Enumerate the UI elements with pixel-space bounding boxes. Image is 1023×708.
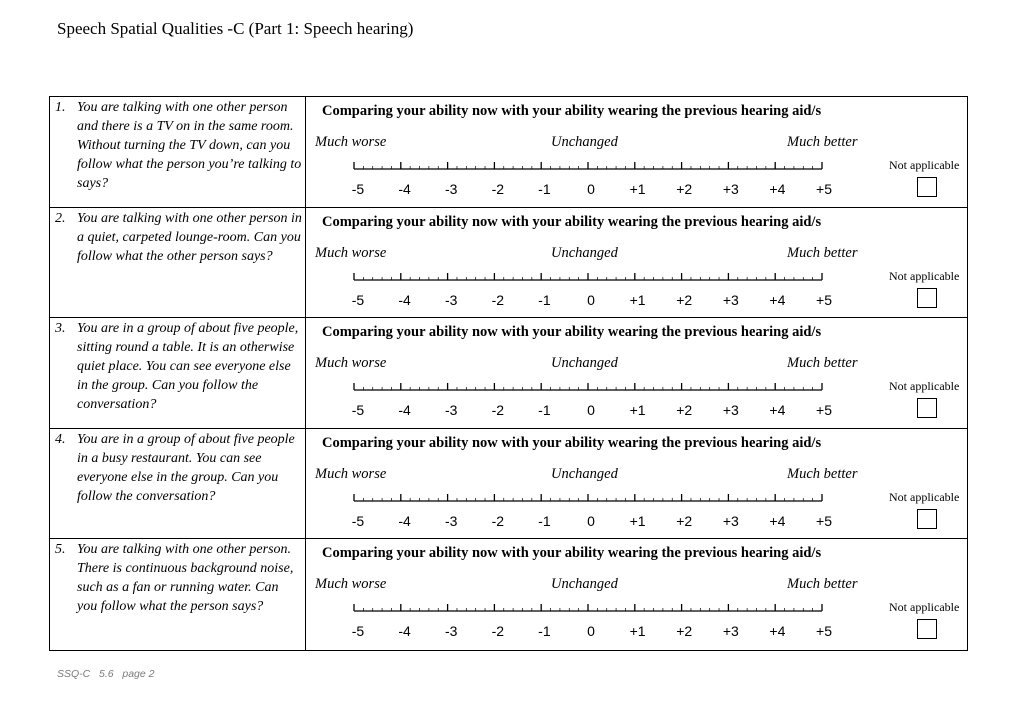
questionnaire-table	[49, 96, 968, 651]
scale-value[interactable]: +5	[816, 512, 832, 529]
scale-value[interactable]: +4	[769, 181, 786, 197]
scale-value[interactable]: -5	[351, 623, 365, 639]
scale-value[interactable]: +4	[769, 291, 786, 308]
not-applicable-checkbox[interactable]	[917, 509, 937, 529]
scale-value[interactable]: +3	[722, 291, 739, 308]
not-applicable-label: Not applicable	[889, 600, 960, 614]
anchor-unchanged: Unchanged	[551, 465, 618, 482]
scale-value[interactable]: 0	[587, 291, 595, 308]
scale-value[interactable]: -2	[491, 291, 505, 308]
scale-value[interactable]: +1	[629, 291, 646, 308]
question-row	[50, 318, 967, 429]
question-cell	[50, 318, 306, 428]
anchor-unchanged: Unchanged	[551, 355, 618, 371]
scale-value[interactable]: +3	[722, 512, 739, 529]
scale-value[interactable]: +3	[722, 623, 739, 639]
scale-value[interactable]: -4	[398, 291, 411, 308]
scale-value[interactable]: -2	[491, 623, 505, 639]
question-text: You are talking with one other person in a quiet, carpeted lounge-room. Can you follow what the other person says?	[77, 210, 302, 264]
question-row	[50, 429, 967, 540]
scale-value[interactable]: -1	[538, 623, 551, 639]
not-applicable-checkbox[interactable]	[917, 619, 937, 639]
question-number: 4.	[55, 431, 66, 447]
rating-scale[interactable]	[346, 489, 826, 505]
not-applicable-label: Not applicable	[889, 489, 960, 504]
scale-value[interactable]: 0	[587, 512, 595, 529]
rating-scale[interactable]	[346, 599, 826, 615]
scale-value[interactable]: 0	[587, 402, 595, 418]
question-number: 5.	[55, 542, 66, 557]
compare-label: Comparing your ability now with your ability wearing the previous hearing aid/s	[322, 324, 822, 340]
anchor-much-better: Much better	[787, 244, 858, 261]
not-applicable-checkbox[interactable]	[917, 398, 937, 418]
scale-value[interactable]: -1	[538, 181, 551, 197]
scale-value[interactable]: -4	[398, 512, 411, 529]
scale-value[interactable]: -1	[538, 512, 551, 529]
scale-value[interactable]: +4	[769, 402, 786, 418]
scale-value[interactable]: +2	[676, 181, 693, 197]
scale-value[interactable]: -5	[351, 402, 365, 418]
scale-value[interactable]: +1	[629, 512, 646, 529]
scale-value[interactable]: +4	[769, 512, 786, 529]
rating-cell	[306, 318, 967, 428]
question-text: You are in a group of about five people in a busy restaurant. You can see everyone else in the group. Can you follow the conversation?	[77, 431, 295, 504]
scale-value[interactable]: +5	[816, 181, 832, 197]
scale-value[interactable]: +4	[769, 623, 786, 639]
scale-numbers	[306, 402, 906, 420]
page-footer: SSQ-C 5.6 page 2	[57, 668, 155, 680]
scale-value[interactable]: +1	[629, 402, 646, 418]
rating-scale[interactable]	[346, 268, 826, 284]
compare-label: Comparing your ability now with your ability wearing the previous hearing aid/s	[322, 545, 822, 561]
scale-value[interactable]: -1	[538, 402, 551, 418]
question-text: You are talking with one other person. There is continuous background noise, such as a fan or running water. Can you follow what the person says?	[77, 542, 294, 614]
scale-value[interactable]: -3	[444, 181, 458, 197]
scale-value[interactable]: +2	[676, 623, 693, 639]
compare-label: Comparing your ability now with your ability wearing the previous hearing aid/s	[322, 103, 822, 119]
anchor-unchanged: Unchanged	[551, 576, 618, 592]
not-applicable-label: Not applicable	[889, 268, 960, 283]
rating-cell	[306, 97, 967, 207]
question-number: 1.	[55, 100, 66, 115]
question-row	[50, 208, 967, 319]
scale-value[interactable]: +1	[629, 181, 646, 197]
anchor-much-worse: Much worse	[315, 244, 387, 261]
anchor-much-worse: Much worse	[315, 576, 387, 592]
question-cell	[50, 429, 306, 539]
scale-value[interactable]: +2	[676, 512, 693, 529]
rating-cell	[306, 539, 967, 650]
rating-scale[interactable]	[346, 157, 826, 173]
scale-value[interactable]: +5	[816, 291, 832, 308]
scale-value[interactable]: -5	[351, 512, 365, 529]
question-cell	[50, 208, 306, 318]
question-cell	[50, 97, 306, 207]
question-text: You are talking with one other person and there is a TV on in the same room. Without turning the TV down, can you follow what the person you’re talking to says?	[77, 100, 302, 191]
scale-value[interactable]: 0	[587, 623, 595, 639]
scale-value[interactable]: -4	[398, 402, 411, 418]
question-number: 3.	[55, 321, 66, 336]
scale-value[interactable]: +3	[722, 181, 739, 197]
scale-value[interactable]: +5	[816, 402, 832, 418]
scale-value[interactable]: -3	[444, 291, 458, 308]
scale-numbers	[306, 181, 906, 199]
anchor-much-better: Much better	[787, 355, 858, 371]
scale-value[interactable]: -3	[444, 623, 458, 639]
question-number: 2.	[55, 210, 66, 226]
not-applicable-label: Not applicable	[889, 379, 960, 393]
scale-value[interactable]: -3	[444, 512, 458, 529]
anchor-unchanged: Unchanged	[551, 134, 618, 150]
anchor-much-better: Much better	[787, 134, 858, 150]
rating-cell	[306, 208, 967, 318]
not-applicable-label: Not applicable	[889, 158, 960, 172]
scale-value[interactable]: -5	[351, 181, 365, 197]
rating-cell	[306, 429, 967, 539]
question-text: You are in a group of about five people, sitting round a table. It is an otherwise quiet place. You can see everyone else in the group. Can you follow the conversation?	[77, 321, 299, 412]
scale-value[interactable]: -2	[491, 512, 505, 529]
compare-label: Comparing your ability now with your ability wearing the previous hearing aid/s	[322, 434, 822, 451]
anchor-much-worse: Much worse	[315, 134, 387, 150]
scale-value[interactable]: -2	[491, 402, 505, 418]
scale-value[interactable]: +3	[722, 402, 739, 418]
scale-value[interactable]: +1	[629, 623, 646, 639]
anchor-unchanged: Unchanged	[551, 244, 618, 261]
rating-scale[interactable]	[346, 378, 826, 394]
scale-value[interactable]: 0	[587, 181, 595, 197]
scale-value[interactable]: +2	[676, 291, 693, 308]
scale-value[interactable]: -3	[444, 402, 458, 418]
scale-numbers	[306, 623, 906, 641]
question-row	[50, 97, 967, 208]
anchor-much-worse: Much worse	[315, 355, 387, 371]
scale-value[interactable]: +2	[676, 402, 693, 418]
page-title: Speech Spatial Qualities -C (Part 1: Speech hearing)	[57, 19, 414, 38]
anchor-much-better: Much better	[787, 465, 858, 482]
anchor-much-worse: Much worse	[315, 465, 387, 482]
not-applicable-checkbox[interactable]	[917, 288, 937, 308]
scale-value[interactable]: -1	[538, 291, 551, 308]
scale-numbers	[306, 292, 906, 310]
scale-value[interactable]: -5	[351, 291, 365, 308]
compare-label: Comparing your ability now with your ability wearing the previous hearing aid/s	[322, 213, 822, 230]
scale-value[interactable]: -2	[491, 181, 505, 197]
scale-value[interactable]: -4	[398, 181, 411, 197]
anchor-much-better: Much better	[787, 576, 858, 592]
not-applicable-checkbox[interactable]	[917, 177, 937, 197]
question-row	[50, 539, 967, 650]
scale-value[interactable]: -4	[398, 623, 411, 639]
scale-value[interactable]: +5	[816, 623, 832, 639]
scale-numbers	[306, 513, 906, 531]
question-cell	[50, 539, 306, 650]
